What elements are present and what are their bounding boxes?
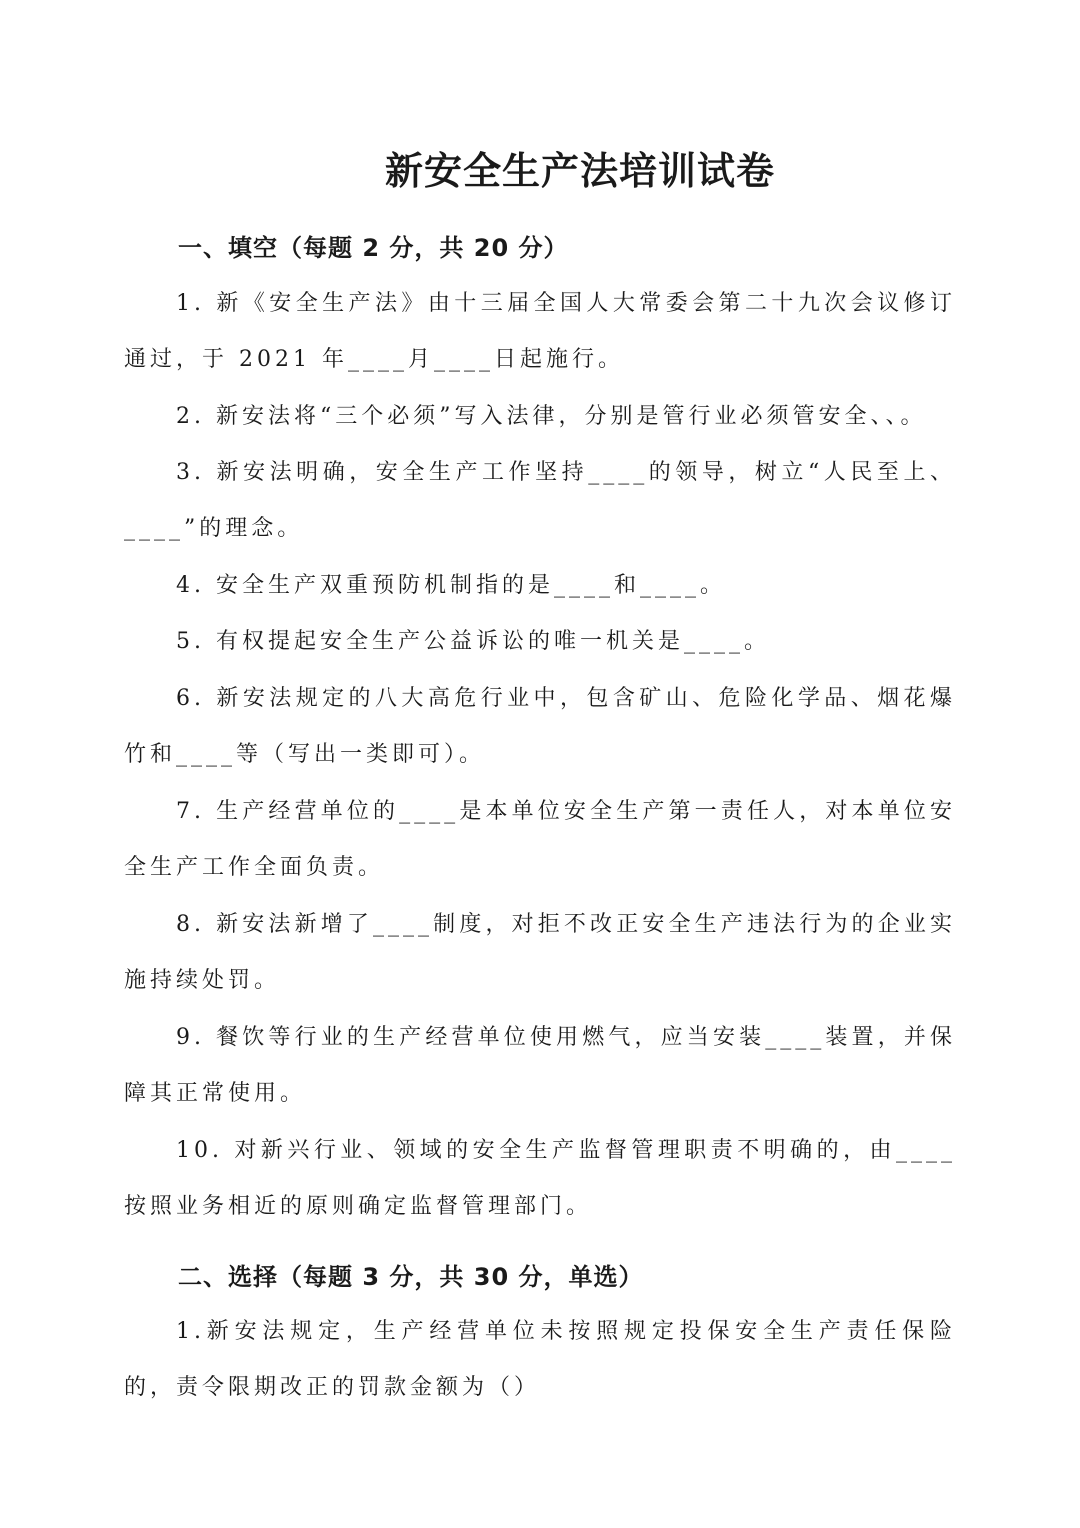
question-item: 1.新安法规定，生产经营单位未按照规定投保安全生产责任保险的，责令限期改正的罚款金额为（） [124, 1319, 956, 1400]
question-item: 3. 新安法明确，安全生产工作坚持____的领导，树立“人民至上、____”的理念。 [124, 460, 956, 541]
question-item: 5. 有权提起安全生产公益诉讼的唯一机关是____。 [176, 629, 770, 654]
question-item: 2. 新安法将“三个必须”写入法律，分别是管行业必须管安全、、。 [176, 404, 927, 429]
question-item: 10. 对新兴行业、领域的安全生产监督管理职责不明确的，由____按照业务相近的原则确定监督管理部门。 [124, 1138, 956, 1219]
question-item: 8. 新安法新增了____制度，对拒不改正安全生产违法行为的企业实施持续处罚。 [124, 912, 956, 993]
question-item: 7. 生产经营单位的____是本单位安全生产第一责任人，对本单位安全生产工作全面负责。 [124, 799, 956, 880]
question-item: 9. 餐饮等行业的生产经营单位使用燃气，应当安装____装置，并保障其正常使用。 [124, 1025, 956, 1106]
question-item: 1. 新《安全生产法》由十三届全国人大常委会第二十九次会议修订通过，于 2021 年____月____日起施行。 [124, 291, 956, 372]
question-item: 4. 安全生产双重预防机制指的是____和____。 [176, 573, 726, 598]
question-item: 6. 新安法规定的八大高危行业中，包含矿山、危险化学品、烟花爆竹和____等（写出一类即可）。 [124, 686, 956, 767]
section-heading-multiple-choice: 二、选择（每题 3 分，共 30 分，单选） [178, 1263, 644, 1291]
section-heading-fill-blank: 一、填空（每题 2 分，共 20 分） [178, 234, 569, 262]
exam-title: 新安全生产法培训试卷 [384, 149, 775, 193]
